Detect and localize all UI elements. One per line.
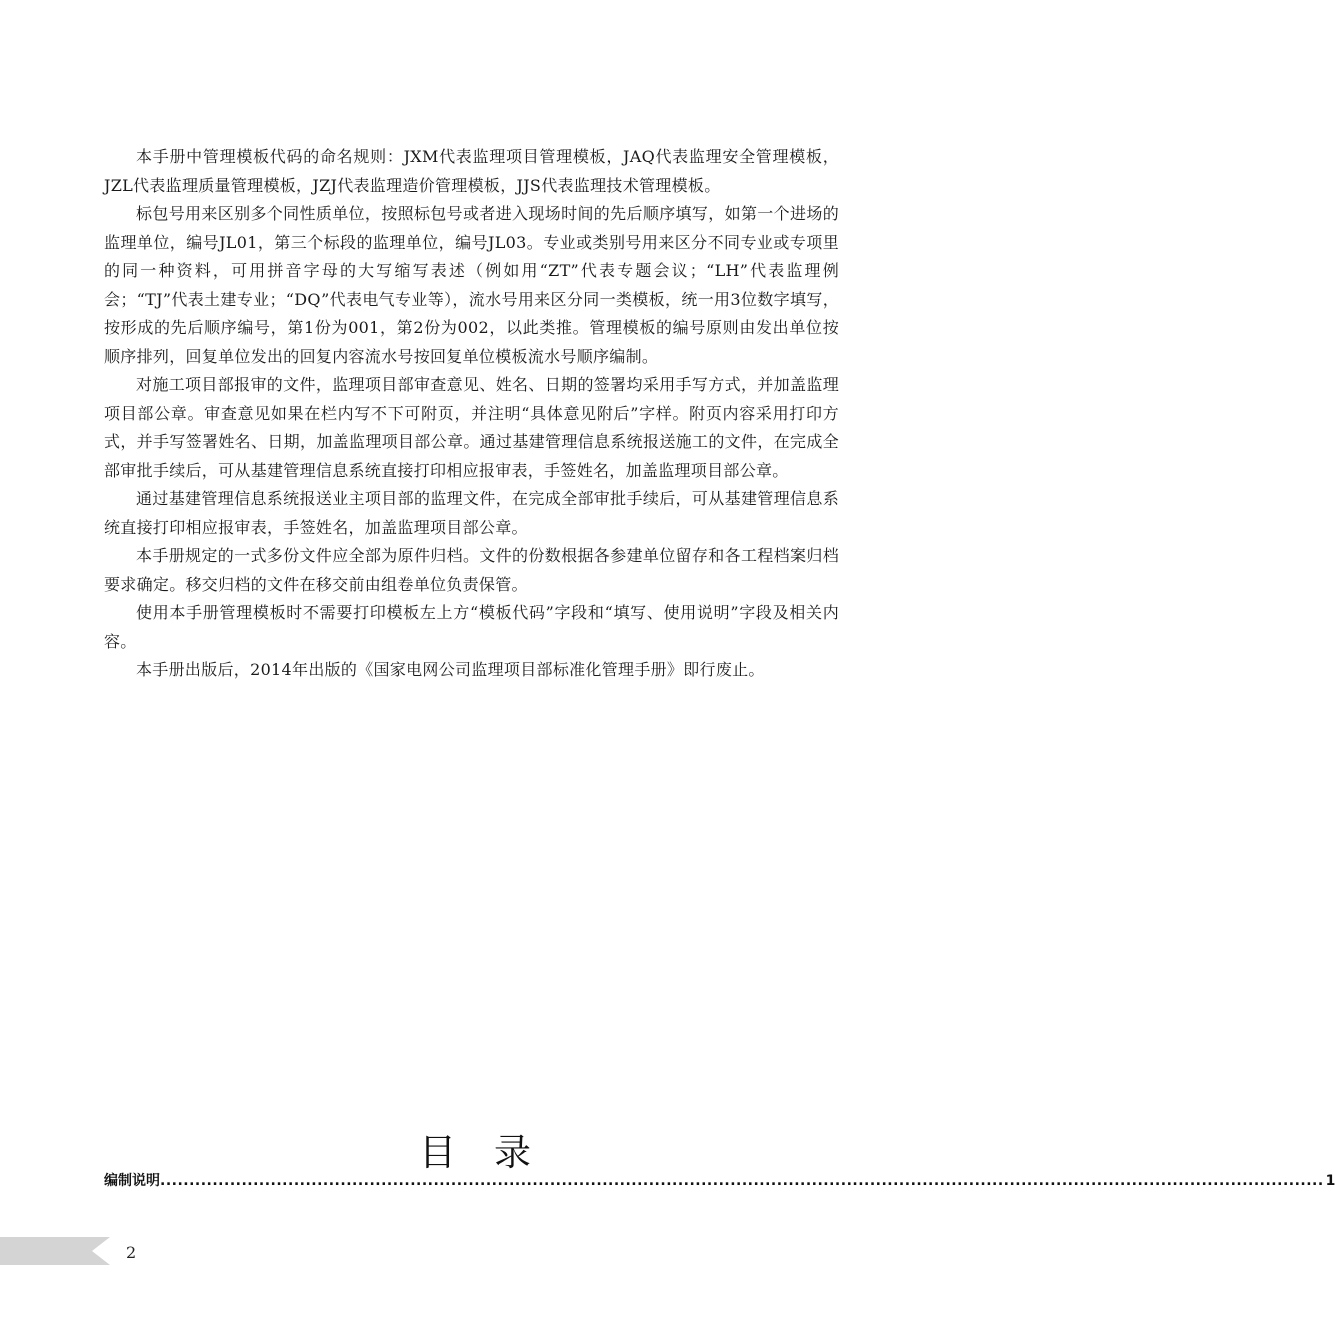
toc-title: 目录 [419,1131,569,1174]
paragraph-supersede: 本手册出版后，2014年出版的《国家电网公司监理项目部标准化管理手册》即行废止。 [136,660,765,679]
paragraph-signing: 对施工项目部报审的文件，监理项目部审查意见、姓名、日期的签署均采用手写方式，并加盖监理项目部公章。审查意见如果在栏内写不下可附页，并注明“具体意见附后”字样。附页内容采用打印方式，并手写签署姓名、日期，加盖监理项目部公章。通过基建管理信息系统报送施工的文件，在完成全部审批手续后，可从基建管理信息系统直接打印相应报审表，手签姓名，加盖监理项目部公章。 [104,375,839,480]
paragraph-archiving: 本手册规定的一式多份文件应全部为原件归档。文件的份数根据各参建单位留存和各工程档案归档要求确定。移交归档的文件在移交前由组卷单位负责保管。 [104,546,839,594]
paragraph-owner-documents: 通过基建管理信息系统报送业主项目部的监理文件，在完成全部审批手续后，可从基建管理信息系统直接打印相应报审表，手签姓名，加盖监理项目部公章。 [104,489,839,537]
paragraph-numbering: 标包号用来区别多个同性质单位，按照标包号或者进入现场时间的先后顺序填写，如第一个进场的监理单位，编号JL01，第三个标段的监理单位，编号JL03。专业或类别号用来区分不同专业或专项里的同一种资料，可用拼音字母的大写缩写表述（例如用“ZT”代表专题会议；“LH”代表监理例会；“TJ”代表土建专业；“DQ”代表电气专业等），流水号用来区分同一类模板，统一用3位数字填写，按形成的先后顺序编号，第1份为001，第2份为002，以此类推。管理模板的编号原则由发出单位按顺序排列，回复单位发出的回复内容流水号按回复单位模板流水号顺序编制。 [104,204,839,366]
page-number: 2 [126,1243,137,1262]
paragraph-template-printing: 使用本手册管理模板时不需要打印模板左上方“模板代码”字段和“填写、使用说明”字段及相关内容。 [104,603,839,651]
paragraph-naming-rules: 本手册中管理模板代码的命名规则：JXM代表监理项目管理模板，JAQ代表监理安全管理模板，JZL代表监理质量管理模板，JZJ代表监理造价管理模板，JJS代表监理技术管理模板。 [104,147,839,195]
body-text [104,143,839,685]
toc-entry-page: 1 [1325,1173,1335,1189]
toc-entry[interactable] [104,1170,1335,1190]
toc-entry-label: 编制说明 [104,1173,160,1189]
footer-tab-shape [0,1237,110,1265]
toc-leader-dots: ........................................................................................................................................................................................................ [160,1173,1324,1189]
